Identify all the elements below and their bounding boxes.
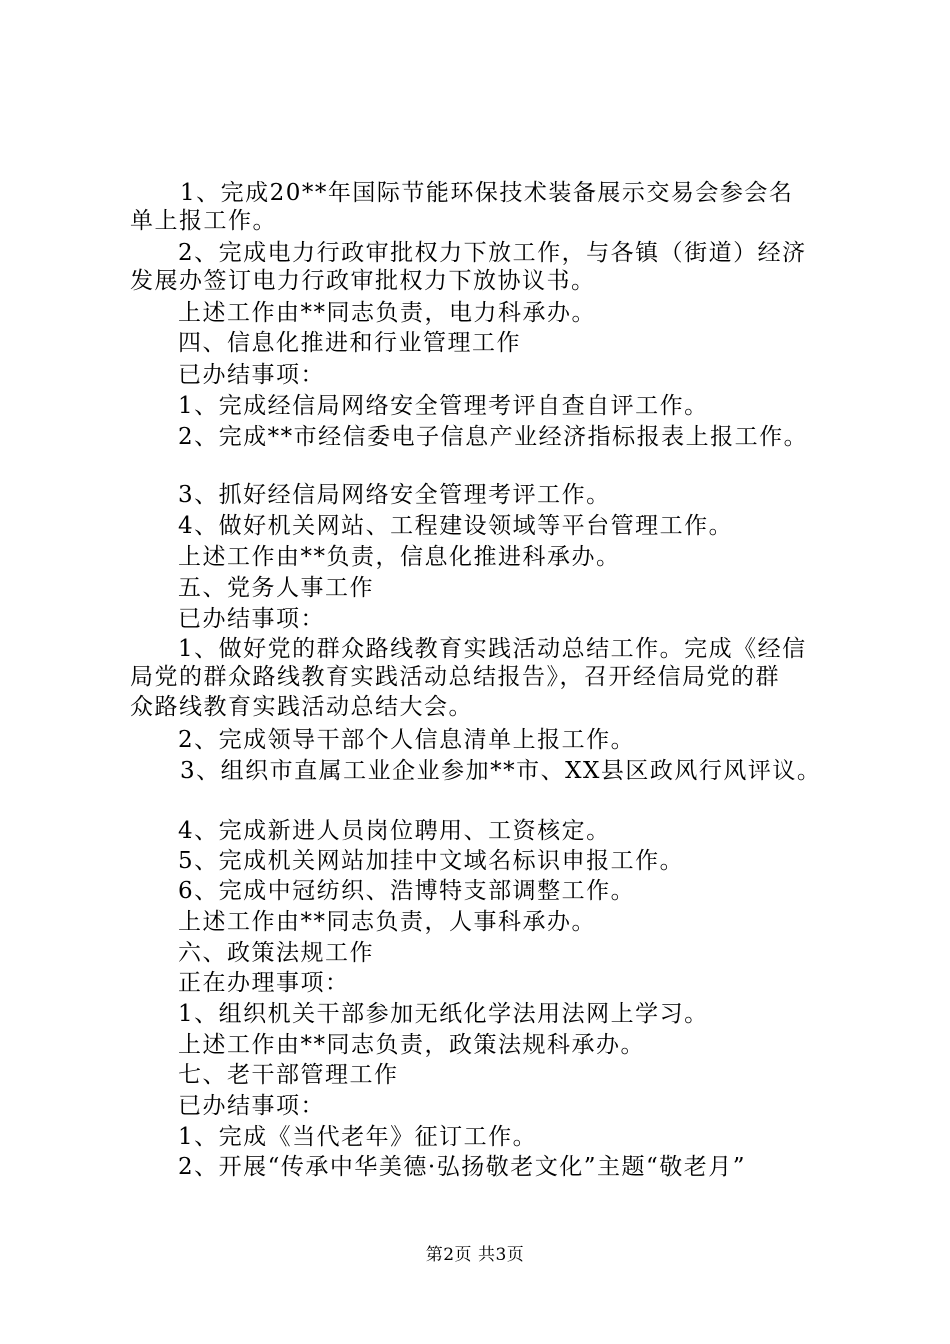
body-line-25: 正在办理事项： (178, 970, 350, 996)
body-line-23: 上述工作由**同志负责，人事科承办。 (178, 909, 596, 935)
body-line-14: 已办结事项： (178, 606, 325, 632)
body-line-15: 1、做好党的群众路线教育实践活动总结工作。完成《经信 (178, 636, 807, 662)
body-line-10: 3、抓好经信局网络安全管理考评工作。 (178, 482, 611, 508)
body-line-29: 已办结事项： (178, 1093, 325, 1119)
body-line-5: 上述工作由**同志负责，电力科承办。 (178, 300, 596, 326)
body-line-12: 上述工作由**负责，信息化推进科承办。 (178, 544, 621, 570)
body-line-8: 1、完成经信局网络安全管理考评自查自评工作。 (178, 393, 709, 419)
section-heading-7: 七、老干部管理工作 (178, 1062, 399, 1088)
body-line-9: 2、完成**市经信委电子信息产业经济指标报表上报工作。 (178, 424, 809, 450)
body-line-19: 3、组织市直属工业企业参加**市、XX县区政风行风评议。 (180, 758, 822, 784)
body-line-17: 众路线教育实践活动总结大会。 (130, 694, 473, 720)
body-line-26: 1、组织机关干部参加无纸化学法用法网上学习。 (178, 1001, 709, 1027)
body-line-16: 局党的群众路线教育实践活动总结报告》，召开经信局党的群 (130, 664, 780, 690)
body-line-2: 单上报工作。 (130, 208, 277, 234)
page-number-footer: 第2页 共3页 (425, 1245, 525, 1265)
body-line-4: 发展办签订电力行政审批权力下放协议书。 (130, 268, 596, 294)
body-line-3: 2、完成电力行政审批权力下放工作，与各镇（街道）经济 (178, 240, 807, 266)
body-line-21: 5、完成机关网站加挂中文域名标识申报工作。 (178, 848, 685, 874)
body-line-31: 2、开展“传承中华美德·弘扬敬老文化”主题“敬老月” (178, 1154, 746, 1180)
body-line-11: 4、做好机关网站、工程建设领域等平台管理工作。 (178, 513, 734, 539)
body-line-7: 已办结事项： (178, 362, 325, 388)
body-line-27: 上述工作由**同志负责，政策法规科承办。 (178, 1032, 645, 1058)
body-line-22: 6、完成中冠纺织、浩博特支部调整工作。 (178, 878, 636, 904)
body-line-1: 1、完成20**年国际节能环保技术装备展示交易会参会名 (180, 180, 794, 206)
section-heading-4: 四、信息化推进和行业管理工作 (178, 330, 521, 356)
body-line-20: 4、完成新进人员岗位聘用、工资核定。 (178, 818, 611, 844)
section-heading-5: 五、党务人事工作 (178, 575, 374, 601)
body-line-18: 2、完成领导干部个人信息清单上报工作。 (178, 727, 636, 753)
section-heading-6: 六、政策法规工作 (178, 940, 374, 966)
body-line-30: 1、完成《当代老年》征订工作。 (178, 1124, 538, 1150)
